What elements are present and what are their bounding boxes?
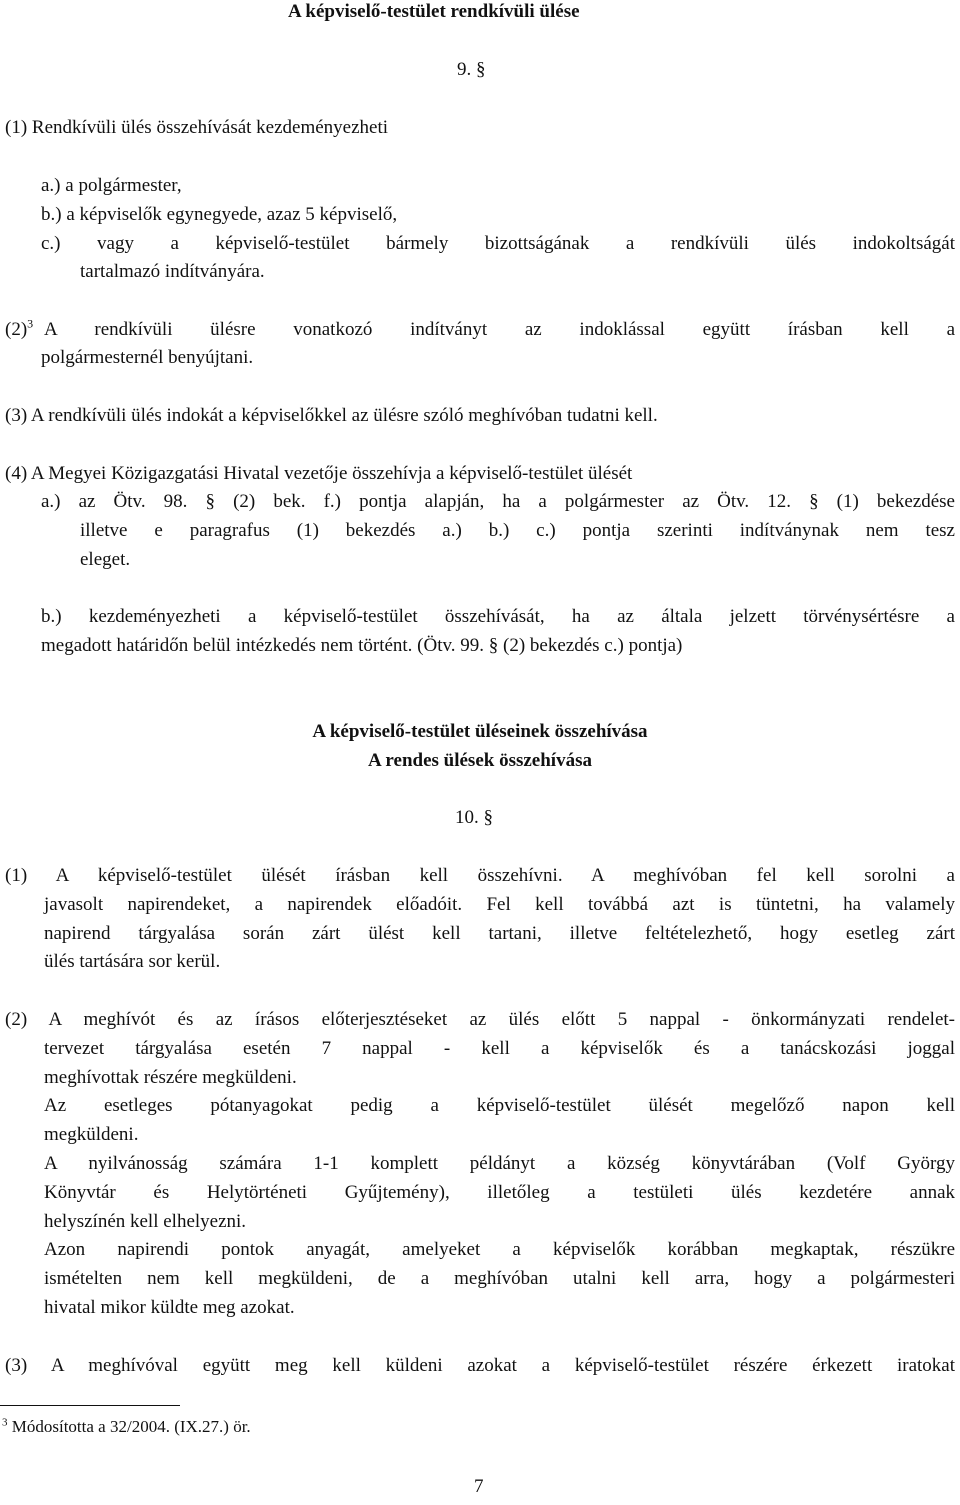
section-10-subtitle: A rendes ülések összehívása (368, 750, 592, 771)
section-9-paragraph-2-line-1: A rendkívüli ülésre vonatkozó indítványt az indoklással együtt írásban kell a (44, 319, 955, 340)
paragraph-label: (2) (5, 319, 28, 340)
section-10-title: A képviselő-testület üléseinek összehívása (312, 721, 648, 742)
section-10-paragraph-3-line-1: (3) A meghívóval együtt meg kell küldeni azokat a képviselő-testület részére érkezett iratokat (5, 1355, 955, 1376)
footnote-mark: 3 (2, 1416, 8, 1429)
section-9-item-4b-line-2: megadott határidőn belül intézkedés nem történt. (Ötv. 99. § (2) bekezdés c.) pontja) (41, 635, 683, 656)
section-10-paragraph-2-line-3: meghívottak részére megküldeni. (44, 1067, 297, 1088)
section-10-paragraph-2-line-1: (2) A meghívót és az írásos előterjesztéseket az ülés előtt 5 nappal - önkormányzati rendelet- (5, 1009, 955, 1030)
section-9-item-a: a.) a polgármester, (41, 175, 182, 196)
section-10-paragraph-2-line-9: Azon napirendi pontok anyagát, amelyeket a képviselők korábban megkaptak, részükre (44, 1239, 955, 1260)
section-10-paragraph-2-line-11: hivatal mikor küldte meg azokat. (44, 1297, 295, 1318)
section-9-item-c-line-1: c.) vagy a képviselő-testület bármely bizottságának a rendkívüli ülés indokoltságát (41, 233, 955, 254)
section-10-paragraph-2-line-6: A nyilvánosság számára 1-1 komplett példányt a község könyvtárában (Volf György (44, 1153, 955, 1174)
page-number: 7 (474, 1476, 484, 1497)
section-10-paragraph-2-line-7: Könyvtár és Helytörténeti Gyűjtemény), illetőleg a testületi ülés kezdetére annak (44, 1182, 955, 1203)
footnote-text: Módosította a 32/2004. (IX.27.) ör. (7, 1417, 251, 1436)
section-9-paragraph-2-line-2: polgármesternél benyújtani. (41, 347, 254, 368)
section-10-paragraph-2-line-10: ismételten nem kell megküldeni, de a meghívóban utalni kell arra, hogy a polgármesteri (44, 1268, 955, 1289)
section-10-paragraph-1-line-3: napirend tárgyalása során zárt ülést kell tartani, illetve feltételezhető, hogy esetleg zárt (44, 923, 955, 944)
section-9-item-4a-line-3: eleget. (80, 549, 131, 570)
section-10-paragraph-1-line-2: javasolt napirendeket, a napirendek előadóit. Fel kell továbbá azt is tüntetni, ha valamely (44, 894, 955, 915)
section-9-item-4a-line-1: a.) az Ötv. 98. § (2) bek. f.) pontja alapján, ha a polgármester az Ötv. 12. § (1) bekezdése (41, 491, 955, 512)
section-10-paragraph-2-line-2: tervezet tárgyalása esetén 7 nappal - kell a képviselők és a tanácskozási joggal (44, 1038, 955, 1059)
section-9-item-b: b.) a képviselők egynegyede, azaz 5 képviselő, (41, 204, 398, 225)
section-10-paragraph-2-line-8: helyszínén kell elhelyezni. (44, 1211, 247, 1232)
section-9-item-4b-line-1: b.) kezdeményezheti a képviselő-testület összehívását, ha az általa jelzett törvénysértésre a (41, 606, 955, 627)
section-10-paragraph-1-line-4: ülés tartására sor kerül. (44, 951, 221, 972)
section-10-paragraph-2-line-4: Az esetleges pótanyagokat pedig a képviselő-testület ülését megelőző napon kell (44, 1095, 955, 1116)
section-9-item-c-line-2: tartalmazó indítványára. (80, 261, 265, 282)
section-9-paragraph-1: (1) Rendkívüli ülés összehívását kezdeményezheti (5, 117, 389, 138)
footnote-separator (0, 1405, 180, 1406)
section-10-number: 10. § (455, 807, 493, 828)
section-9-title: A képviselő-testület rendkívüli ülése (288, 1, 580, 22)
section-9-paragraph-3: (3) A rendkívüli ülés indokát a képviselőkkel az ülésre szóló meghívóban tudatni kell. (5, 405, 658, 426)
footnote (2, 1415, 251, 1439)
section-9-paragraph-2-label (5, 318, 33, 342)
section-9-number: 9. § (457, 59, 486, 80)
section-9-item-4a-line-2: illetve e paragrafus (1) bekezdés a.) b.) c.) pontja szerinti indítványnak nem tesz (80, 520, 955, 541)
section-10-paragraph-2-line-5: megküldeni. (44, 1124, 139, 1145)
section-10-paragraph-1-line-1: (1) A képviselő-testület ülését írásban kell összehívni. A meghívóban fel kell sorolni a (5, 865, 955, 886)
section-9-paragraph-4: (4) A Megyei Közigazgatási Hivatal vezetője összehívja a képviselő-testület ülését (5, 463, 633, 484)
footnote-reference: 3 (27, 316, 34, 331)
